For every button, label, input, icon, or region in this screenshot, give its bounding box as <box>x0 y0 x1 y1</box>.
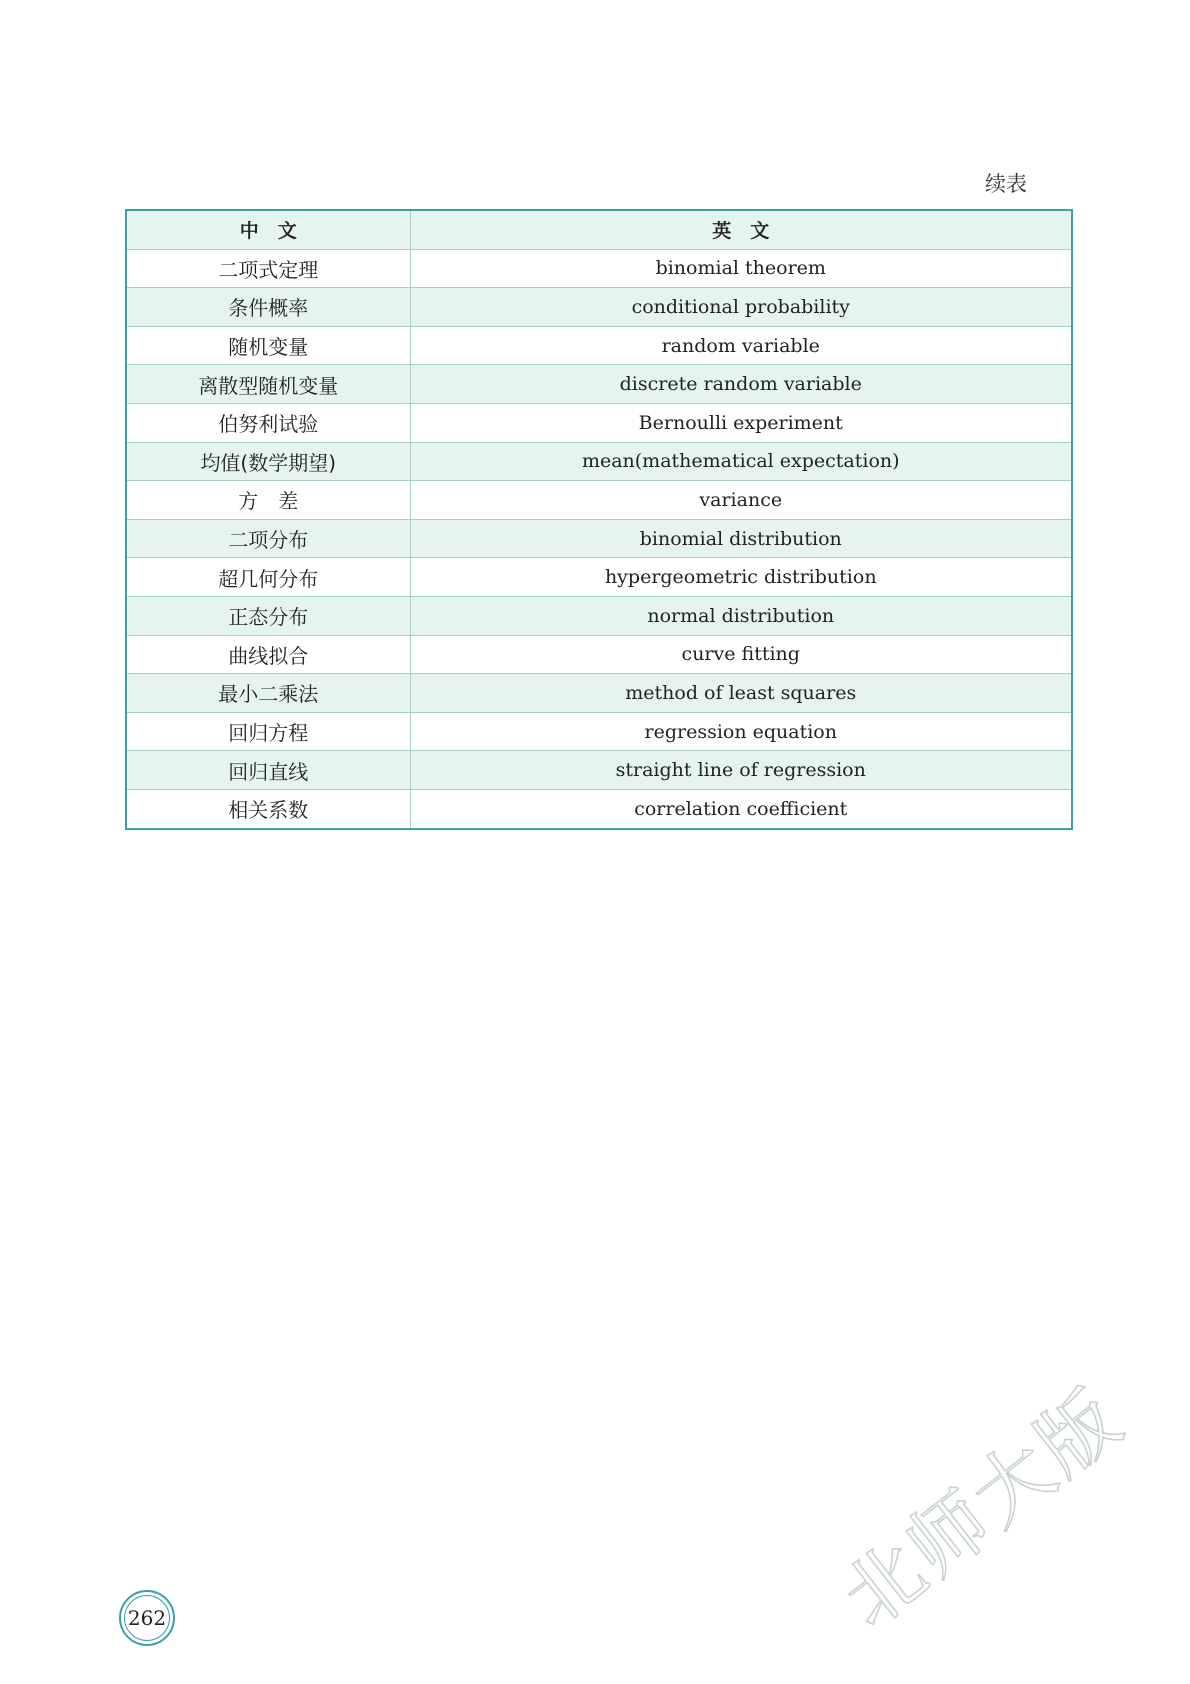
table-row <box>126 635 1072 674</box>
table-row <box>126 249 1072 288</box>
column-header-chinese: 中 文 <box>126 210 410 249</box>
term-english: mean(mathematical expectation) <box>410 442 1072 481</box>
term-english: correlation coefficient <box>634 797 848 820</box>
term-chinese: 最小二乘法 <box>126 674 410 713</box>
page-number: 262 <box>124 1595 170 1641</box>
term-chinese: 伯努利试验 <box>126 403 410 442</box>
table-row <box>126 481 1072 520</box>
table-row <box>126 403 1072 442</box>
term-english: discrete random variable <box>410 365 1072 404</box>
term-chinese: 条件概率 <box>126 288 410 327</box>
term-chinese: 离散型随机变量 <box>126 365 410 404</box>
page-number-badge <box>119 1590 175 1646</box>
table-header-row <box>126 210 1072 249</box>
table-row <box>126 326 1072 365</box>
table-row <box>126 519 1072 558</box>
publisher-watermark <box>826 1372 1180 1670</box>
term-english: normal distribution <box>410 596 1072 635</box>
term-english: regression equation <box>410 712 1072 751</box>
glossary-table <box>125 209 1073 830</box>
term-english: variance <box>410 481 1072 520</box>
table-row <box>126 558 1072 597</box>
term-english: method of least squares <box>410 674 1072 713</box>
term-english: random variable <box>410 326 1072 365</box>
term-chinese: 回归直线 <box>126 751 410 790</box>
term-english: curve fitting <box>410 635 1072 674</box>
term-chinese: 方 差 <box>126 481 410 520</box>
term-chinese: 相关系数 <box>126 789 410 828</box>
term-chinese: 二项式定理 <box>126 249 410 288</box>
table-row <box>126 365 1072 404</box>
term-chinese: 随机变量 <box>126 326 410 365</box>
watermark-text: 北师大版 <box>826 1372 1141 1645</box>
term-chinese: 回归方程 <box>126 712 410 751</box>
table-row <box>126 442 1072 481</box>
term-english: Bernoulli experiment <box>410 403 1072 442</box>
table-row <box>126 712 1072 751</box>
term-english: binomial theorem <box>410 249 1072 288</box>
term-english: conditional probability <box>410 288 1072 327</box>
table-row <box>126 596 1072 635</box>
table-row <box>126 789 1072 828</box>
term-english: straight line of regression <box>410 751 1072 790</box>
term-chinese: 均值(数学期望) <box>126 442 410 481</box>
term-chinese: 二项分布 <box>126 519 410 558</box>
term-chinese: 曲线拟合 <box>126 635 410 674</box>
column-header-english: 英 文 <box>410 210 1072 249</box>
term-english: hypergeometric distribution <box>410 558 1072 597</box>
continued-table-label: 续表 <box>985 172 1027 196</box>
table-row <box>126 751 1072 790</box>
term-chinese: 正态分布 <box>126 596 410 635</box>
term-chinese: 超几何分布 <box>126 558 410 597</box>
table-row <box>126 674 1072 713</box>
table-row <box>126 288 1072 327</box>
term-english: binomial distribution <box>410 519 1072 558</box>
